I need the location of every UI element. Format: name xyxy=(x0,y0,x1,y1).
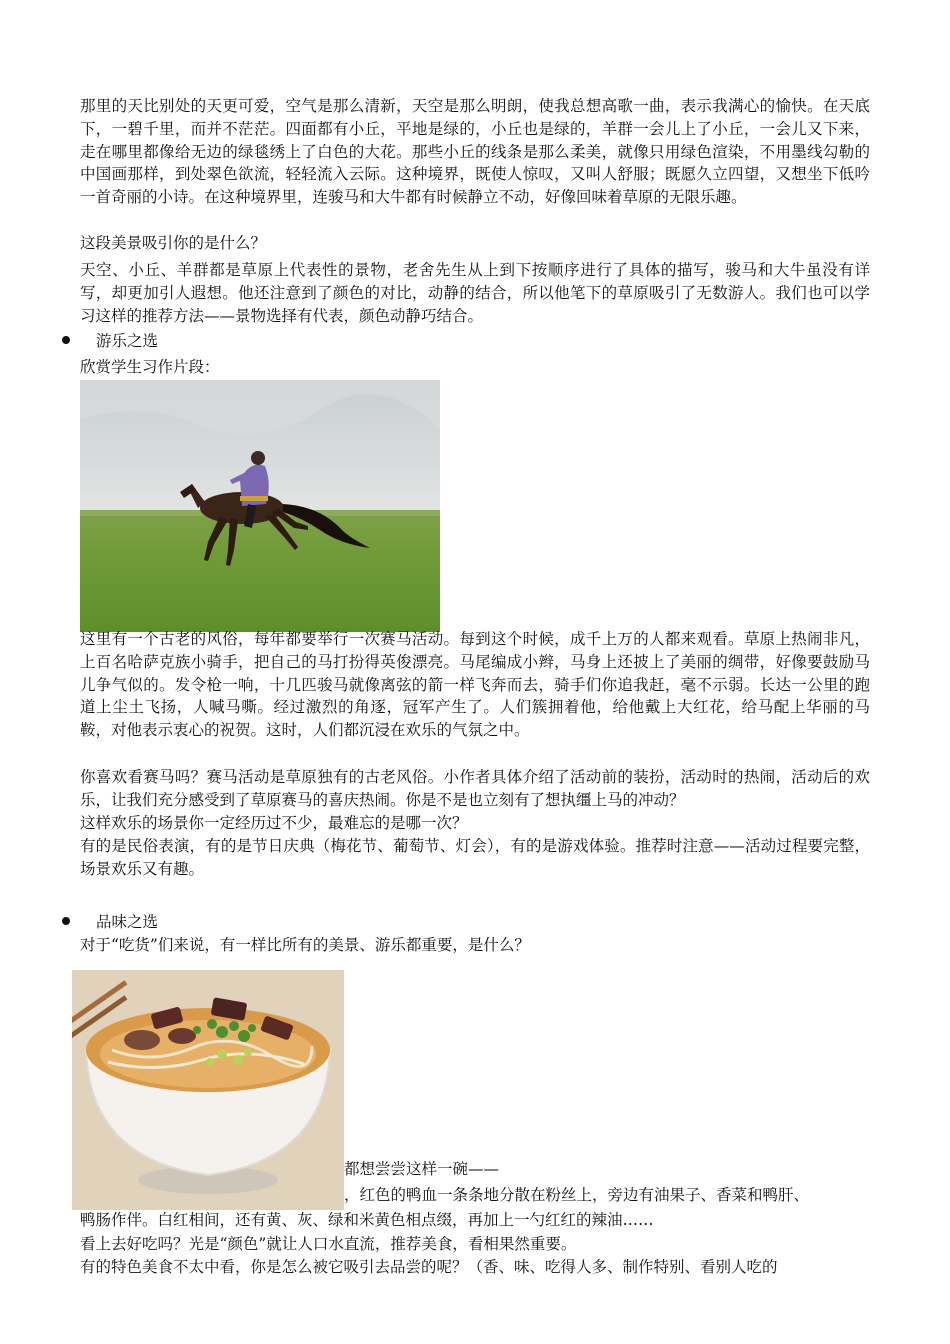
intro-text: 欣赏学生习作片段： xyxy=(80,358,220,376)
question-text: 有的特色美食不太中看，你是怎么被它吸引去品尝的呢？（香、味、吃得人多、制作特别、看别人吃的 xyxy=(80,1258,778,1276)
bullet-label: 游乐之选 xyxy=(96,332,159,350)
intro-text: 对于“吃货”们来说，有一样比所有的美景、游乐都重要，是什么？ xyxy=(80,936,530,954)
answer-text: 天空、小丘、羊群都是草原上代表性的景物，老舍先生从上到下按顺序进行了具体的描写，骏马和大牛虽没有详写，却更加引人遐想。他还注意到了颜色的对比，动静的结合，所以他笔下的草原吸引了无数游人。我们也可以学习这样的推荐方法——景物选择有代表，颜色动静巧结合。 xyxy=(80,261,870,325)
beside-photo-line-1: 都想尝尝这样一碗—— xyxy=(344,1160,500,1178)
answer-text: 有的是民俗表演，有的是节日庆典（梅花节、葡萄节、灯会），有的是游戏体验。推荐时注意——活动过程要完整，场景欢乐又有趣。 xyxy=(80,837,870,878)
grassland-passage: 那里的天比别处的天更可爱，空气是那么清新，天空是那么明朗，使我总想高歌一曲，表示我满心的愉快。在天底下，一碧千里，而并不茫茫。四面都有小丘，平地是绿的，小丘也是绿的，羊群一会儿上了小丘，一会儿又下来，走在哪里都像给无边的绿毯绣上了白色的大花。那些小丘的线条是那么柔美，就像只用绿色渲染，不用墨线勾勒的中国画那样，到处翠色欲流，轻轻流入云际。这种境界，既使人惊叹，又叫人舒服；既愿久立四望，又想坐下低吟一首奇丽的小诗。在这种境界里，连骏马和大牛都有时候静立不动，好像回味着草原的无限乐趣。 xyxy=(80,97,870,207)
question-text: 这段美景吸引你的是什么？ xyxy=(80,234,267,252)
food-description-continued: 鸭肠作伴。白红相间，还有黄、灰、绿和米黄色相点缀，再加上一勺红红的辣油…… xyxy=(80,1211,654,1229)
bullet-icon xyxy=(62,917,70,925)
question-text: 这样欢乐的场景你一定经历过不少，最难忘的是哪一次？ xyxy=(80,814,468,832)
bullet-heading-food xyxy=(62,909,158,933)
bullet-heading-entertainment xyxy=(62,328,158,352)
bullet-icon xyxy=(62,336,70,344)
comment-text: 你喜欢看赛马吗？赛马活动是草原独有的古老风俗。小作者具体介绍了活动前的装扮，活动时的热闹，活动后的欢乐，让我们充分感受到了草原赛马的喜庆热闹。你是不是也立刻有了想执缰上马的冲动？ xyxy=(80,768,870,809)
beside-photo-line-2: ，红色的鸭血一条条地分散在粉丝上，旁边有油果子、香菜和鸭肝、 xyxy=(344,1186,810,1204)
comment-text: 看上去好吃吗？光是“颜色”就让人口水直流，推荐美食，看相果然重要。 xyxy=(80,1235,577,1253)
bullet-label: 品味之选 xyxy=(96,913,159,931)
horse-rider-photo xyxy=(80,380,440,632)
horse-race-passage: 这里有一个古老的风俗，每年都要举行一次赛马活动。每到这个时候，成千上万的人都来观看。草原上热闹非凡，上百名哈萨克族小骑手，把自己的马打扮得英俊漂亮。马尾编成小辫，马身上还披上了美丽的绸带，好像要鼓励马儿争气似的。发令枪一响，十几匹骏马就像离弦的箭一样飞奔而去，骑手们你追我赶，毫不示弱。长达一公里的跑道上尘土飞扬，人喊马嘶。经过激烈的角逐，冠军产生了。人们簇拥着他，给他戴上大红花，给马配上华丽的马鞍，对他表示衷心的祝贺。这时，人们都沉浸在欢乐的气氛之中。 xyxy=(80,630,870,740)
noodle-bowl-photo xyxy=(72,970,344,1210)
